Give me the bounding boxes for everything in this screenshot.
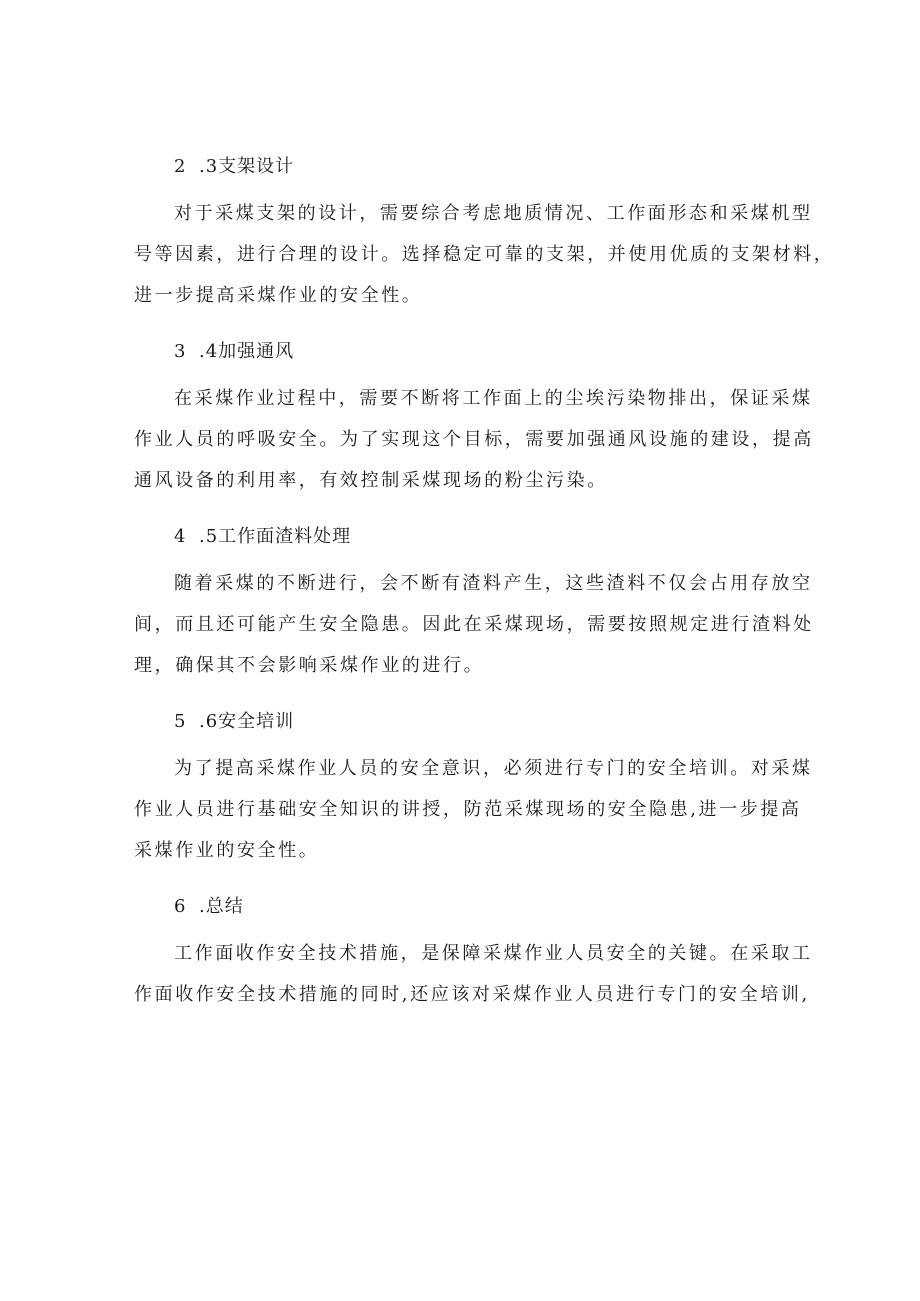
section-number: 4 <box>174 526 187 547</box>
paragraph-summary <box>134 933 813 1015</box>
section-title: .6安全培训 <box>199 711 295 732</box>
paragraph-line: 随着采煤的不断进行，会不断有渣料产生，这些渣料不仅会占用存放空 <box>174 573 813 594</box>
paragraph-line: 号等因素，进行合理的设计。选择稳定可靠的支架，并使用优质的支架材料， <box>134 244 835 265</box>
paragraph-line: 作业人员进行基础安全知识的讲授，防范采煤现场的安全隐患,进一步提高 <box>134 799 802 820</box>
paragraph-line: 对于采煤支架的设计，需要综合考虑地质情况、工作面形态和采煤机型 <box>174 203 813 224</box>
section-number: 6 <box>174 896 187 917</box>
paragraph-line: 作面收作安全技术措施的同时,还应该对采煤作业人员进行专门的安全培训, <box>134 984 810 1005</box>
paragraph-line: 采煤作业的安全性。 <box>134 840 320 861</box>
section-title: .5工作面渣料处理 <box>199 526 352 547</box>
paragraph-line: 进一步提高采煤作业的安全性。 <box>134 285 423 306</box>
section-heading-summary <box>134 890 794 924</box>
section-title: .3支架设计 <box>199 156 295 177</box>
paragraph-line: 在采煤作业过程中，需要不断将工作面上的尘埃污染物排出，保证采煤 <box>174 388 813 409</box>
paragraph-line: 理，确保其不会影响采煤作业的进行。 <box>134 655 485 676</box>
paragraph-safety-training <box>134 748 813 871</box>
paragraph-line: 作业人员的呼吸安全。为了实现这个目标，需要加强通风设施的建设，提高 <box>134 429 814 450</box>
section-number: 3 <box>174 341 187 362</box>
paragraph-slag-handling <box>134 563 814 686</box>
section-heading-slag-handling <box>134 520 794 554</box>
paragraph-line: 通风设备的利用率，有效控制采煤现场的粉尘污染。 <box>134 470 608 491</box>
section-number: 2 <box>174 156 187 177</box>
paragraph-line: 工作面收作安全技术措施，是保障采煤作业人员安全的关键。在采取工 <box>174 943 813 964</box>
section-title: .4加强通风 <box>199 341 295 362</box>
section-heading-safety-training <box>134 705 794 739</box>
document-content <box>134 150 835 1034</box>
section-heading-ventilation <box>134 335 794 369</box>
section-title: .总结 <box>199 896 244 917</box>
paragraph-line: 为了提高采煤作业人员的安全意识，必须进行专门的安全培训。对采煤 <box>174 758 813 779</box>
section-heading-support-design <box>134 150 794 184</box>
paragraph-support-design <box>134 193 835 316</box>
paragraph-ventilation <box>134 378 814 501</box>
section-number: 5 <box>174 711 187 732</box>
paragraph-line: 间，而且还可能产生安全隐患。因此在采煤现场，需要按照规定进行渣料处 <box>134 614 814 635</box>
